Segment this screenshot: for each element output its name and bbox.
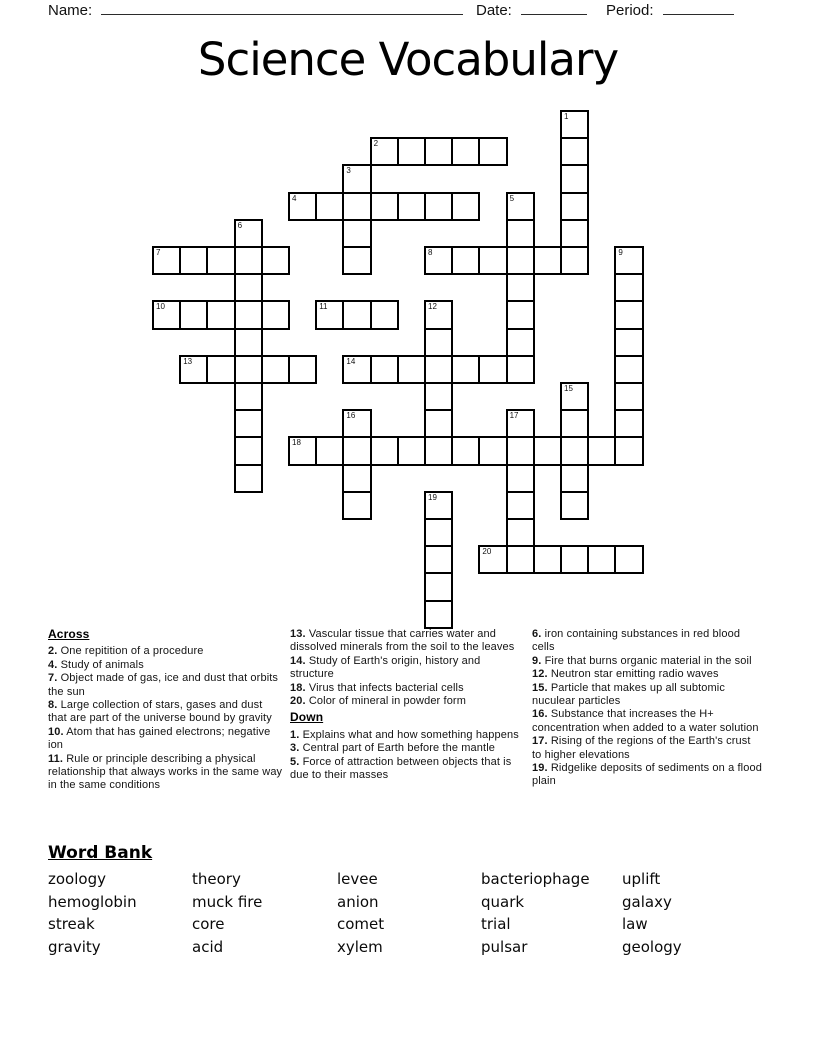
grid-cell[interactable] xyxy=(342,464,371,493)
grid-cell[interactable] xyxy=(560,164,589,193)
word-bank-item: levee xyxy=(337,870,378,888)
clue-number: 18. xyxy=(290,681,306,694)
grid-cell[interactable] xyxy=(506,192,535,221)
date-label: Date: xyxy=(476,2,512,19)
date-field xyxy=(476,1,587,19)
grid-cell[interactable] xyxy=(506,436,535,465)
word-bank-item: muck fire xyxy=(192,892,263,911)
word-bank-list xyxy=(48,868,778,958)
grid-cell[interactable] xyxy=(506,491,535,520)
clue-down-9: 9. Fire that burns organic material in the soil xyxy=(532,654,752,667)
grid-cell[interactable] xyxy=(234,409,263,438)
grid-cell[interactable] xyxy=(206,246,235,275)
grid-cell[interactable] xyxy=(451,192,480,221)
clue-number: 12. xyxy=(532,668,548,681)
clue-across-4: 4. Study of animals xyxy=(48,658,144,671)
grid-cell[interactable] xyxy=(451,246,480,275)
clue-number: 3. xyxy=(290,742,300,755)
grid-cell[interactable] xyxy=(533,436,562,465)
clue-number: 15. xyxy=(532,681,548,694)
clue-number: 20. xyxy=(290,695,306,708)
clue-across-11: 11. Rule or principle describing a physical relationship that always works in the same way in the same conditions xyxy=(48,752,283,792)
clue-number: 17. xyxy=(532,735,548,748)
grid-cell[interactable] xyxy=(506,219,535,248)
grid-cell[interactable] xyxy=(342,192,371,221)
cell-number: 9 xyxy=(618,248,623,257)
grid-cell[interactable] xyxy=(614,545,643,574)
word-bank-item: law xyxy=(622,915,648,934)
grid-cell[interactable] xyxy=(234,464,263,493)
word-bank-item: xylem xyxy=(337,937,383,956)
grid-cell[interactable] xyxy=(152,246,181,275)
clue-down-17: 17. Rising of the regions of the Earth's crust to higher elevations xyxy=(532,735,751,761)
clue-down-5: 5. Force of attraction between objects that is due to their masses xyxy=(290,755,512,782)
grid-cell[interactable] xyxy=(560,192,589,221)
grid-cell[interactable] xyxy=(234,382,263,411)
grid-cell[interactable] xyxy=(424,409,453,438)
grid-cell[interactable] xyxy=(424,518,453,547)
cell-number: 7 xyxy=(156,248,161,257)
header-fields xyxy=(0,1,816,23)
clue-down-16: 16. Substance that increases the H+ concentration when added to a water solution xyxy=(532,708,759,734)
grid-cell[interactable] xyxy=(478,545,507,574)
grid-cell[interactable] xyxy=(234,328,263,357)
grid-cell[interactable] xyxy=(560,464,589,493)
grid-cell[interactable] xyxy=(424,300,453,329)
grid-cell[interactable] xyxy=(506,355,535,384)
cell-number: 18 xyxy=(292,438,301,448)
clue-across-14: 14. Study of Earth's origin, history and structure xyxy=(290,654,481,681)
grid-cell[interactable] xyxy=(288,192,317,221)
clue-down-19: 19. Ridgelike deposits of sediments on a flood plain xyxy=(532,762,762,788)
grid-cell[interactable] xyxy=(342,355,371,384)
clue-down-12: 12. Neutron star emitting radio waves xyxy=(532,668,719,681)
grid-cell[interactable] xyxy=(424,192,453,221)
cell-number: 14 xyxy=(346,356,356,366)
grid-cell[interactable] xyxy=(397,137,426,166)
clue-number: 11. xyxy=(48,752,64,765)
grid-cell[interactable] xyxy=(424,545,453,574)
grid-cell[interactable] xyxy=(424,382,453,411)
grid-cell[interactable] xyxy=(315,300,344,329)
grid-cell[interactable] xyxy=(506,464,535,493)
grid-cell[interactable] xyxy=(234,436,263,465)
grid-cell[interactable] xyxy=(560,545,589,574)
word-bank-item: zoology xyxy=(48,870,106,888)
grid-cell[interactable] xyxy=(342,246,371,275)
grid-cell[interactable] xyxy=(614,409,643,438)
across-heading: Across xyxy=(48,627,90,641)
grid-cell[interactable] xyxy=(560,409,589,438)
cell-number: 12 xyxy=(428,302,437,312)
grid-cell[interactable] xyxy=(560,382,589,411)
page-title: Science Vocabulary xyxy=(197,33,619,86)
word-bank-item: uplift xyxy=(622,870,661,888)
grid-cell[interactable] xyxy=(424,355,453,384)
cell-number: 8 xyxy=(428,248,433,257)
grid-cell[interactable] xyxy=(614,300,643,329)
word-bank-column xyxy=(192,868,337,958)
grid-cell[interactable] xyxy=(478,137,507,166)
grid-cell[interactable] xyxy=(315,192,344,221)
grid-cell[interactable] xyxy=(506,409,535,438)
grid-cell[interactable] xyxy=(179,300,208,329)
cell-number: 16 xyxy=(346,411,356,421)
grid-cell[interactable] xyxy=(370,192,399,221)
grid-cell[interactable] xyxy=(587,436,616,465)
clue-number: 1. xyxy=(290,728,300,741)
grid-cell[interactable] xyxy=(234,300,263,329)
grid-cell[interactable] xyxy=(424,572,453,601)
grid-cell[interactable] xyxy=(614,382,643,411)
grid-cell[interactable] xyxy=(179,355,208,384)
word-bank-item: theory xyxy=(192,870,241,888)
word-bank-item: trial xyxy=(481,915,511,934)
grid-cell[interactable] xyxy=(234,355,263,384)
cell-number: 19 xyxy=(428,492,437,502)
grid-cell[interactable] xyxy=(342,164,371,193)
clue-across-20: 20. Color of mineral in powder form xyxy=(290,695,466,708)
cell-number: 6 xyxy=(237,220,243,230)
grid-cell[interactable] xyxy=(342,219,371,248)
grid-cell[interactable] xyxy=(478,246,507,275)
grid-cell[interactable] xyxy=(506,328,535,357)
cell-number: 15 xyxy=(564,384,573,393)
clue-column-2 xyxy=(290,628,521,782)
grid-cell[interactable] xyxy=(587,545,616,574)
cell-number: 17 xyxy=(509,411,519,421)
grid-cell[interactable] xyxy=(288,355,317,384)
clue-down-3: 3. Central part of Earth before the mantle xyxy=(290,742,495,755)
grid-cell[interactable] xyxy=(152,300,181,329)
grid-cell[interactable] xyxy=(478,355,507,384)
word-bank-column xyxy=(622,868,682,958)
grid-cell[interactable] xyxy=(614,436,643,465)
word-bank-item: anion xyxy=(337,892,379,911)
grid-cell[interactable] xyxy=(533,545,562,574)
period-field xyxy=(606,1,734,19)
word-bank-item: acid xyxy=(192,937,224,956)
word-bank-item: core xyxy=(192,915,225,934)
clue-column-3 xyxy=(532,628,762,789)
grid-cell[interactable] xyxy=(397,192,426,221)
clue-across-8: 8. Large collection of stars, gases and dust that are part of the universe bound by gravity xyxy=(48,699,272,725)
grid-cell[interactable] xyxy=(342,300,371,329)
grid-cell[interactable] xyxy=(614,246,643,275)
word-bank-column xyxy=(481,868,622,958)
grid-cell[interactable] xyxy=(451,355,480,384)
grid-cell[interactable] xyxy=(397,355,426,384)
name-blank-line[interactable] xyxy=(101,1,463,15)
word-bank-item: bacteriophage xyxy=(481,870,590,888)
word-bank-item: streak xyxy=(48,915,95,934)
cell-number: 10 xyxy=(156,302,165,312)
name-field xyxy=(48,1,463,19)
clue-down-6: 6. iron containing substances in red blood cells xyxy=(532,628,741,654)
grid-cell[interactable] xyxy=(342,409,371,438)
cell-number: 20 xyxy=(482,547,492,557)
grid-cell[interactable] xyxy=(506,518,535,547)
clue-number: 10. xyxy=(48,725,64,738)
grid-cell[interactable] xyxy=(424,436,453,465)
clue-across-2: 2. One repitition of a procedure xyxy=(48,645,204,658)
clue-across-13: 13. Vascular tissue that carries water and dissolved minerals from the soil to the leaves xyxy=(290,628,515,654)
grid-cell[interactable] xyxy=(451,137,480,166)
grid-cell[interactable] xyxy=(370,137,399,166)
clue-number: 9. xyxy=(532,654,542,667)
grid-cell[interactable] xyxy=(560,246,589,275)
word-bank-section xyxy=(48,843,778,958)
grid-cell[interactable] xyxy=(342,436,371,465)
name-label: Name: xyxy=(48,2,93,19)
cell-number: 1 xyxy=(564,112,569,121)
word-bank-column xyxy=(337,868,481,958)
grid-cell[interactable] xyxy=(506,246,535,275)
grid-cell[interactable] xyxy=(397,436,426,465)
grid-cell[interactable] xyxy=(234,246,263,275)
grid-cell[interactable] xyxy=(206,355,235,384)
clue-across-10: 10. Atom that has gained electrons; negative ion xyxy=(48,725,271,752)
clue-number: 5. xyxy=(290,755,300,768)
grid-cell[interactable] xyxy=(560,491,589,520)
grid-cell[interactable] xyxy=(560,137,589,166)
grid-cell[interactable] xyxy=(288,436,317,465)
word-bank-item: pulsar xyxy=(481,937,528,956)
grid-cell[interactable] xyxy=(451,436,480,465)
clue-number: 7. xyxy=(48,672,58,685)
grid-cell[interactable] xyxy=(560,219,589,248)
grid-cell[interactable] xyxy=(342,491,371,520)
clue-across-7: 7. Object made of gas, ice and dust that orbits the sun xyxy=(48,672,279,698)
clue-across-18: 18. Virus that infects bacterial cells xyxy=(290,681,464,694)
grid-cell[interactable] xyxy=(424,246,453,275)
cell-number: 13 xyxy=(183,356,193,366)
grid-cell[interactable] xyxy=(506,273,535,302)
cell-number: 2 xyxy=(373,139,379,149)
grid-cell[interactable] xyxy=(179,246,208,275)
period-blank-line[interactable] xyxy=(663,1,734,15)
grid-cell[interactable] xyxy=(234,219,263,248)
clue-number: 8. xyxy=(48,699,58,712)
period-label: Period: xyxy=(606,2,654,19)
grid-cell[interactable] xyxy=(424,137,453,166)
clue-number: 2. xyxy=(48,645,58,658)
cell-number: 11 xyxy=(319,302,328,312)
grid-cell[interactable] xyxy=(560,110,589,139)
clue-number: 16. xyxy=(532,708,548,721)
grid-cell[interactable] xyxy=(261,246,290,275)
grid-cell[interactable] xyxy=(506,545,535,574)
clue-number: 6. xyxy=(532,628,542,640)
clue-number: 13. xyxy=(290,628,306,640)
word-bank-item: gravity xyxy=(48,937,101,956)
grid-cell[interactable] xyxy=(261,300,290,329)
clue-number: 14. xyxy=(290,654,306,667)
cell-number: 3 xyxy=(346,166,351,176)
grid-cell[interactable] xyxy=(560,436,589,465)
down-heading: Down xyxy=(290,710,324,725)
grid-cell[interactable] xyxy=(478,436,507,465)
grid-cell[interactable] xyxy=(614,328,643,357)
word-bank-item: galaxy xyxy=(622,892,672,911)
word-bank-item: quark xyxy=(481,892,525,911)
cell-number: 5 xyxy=(509,193,515,203)
cell-number: 4 xyxy=(292,193,297,203)
grid-cell[interactable] xyxy=(506,300,535,329)
clue-down-1: 1. Explains what and how something happens xyxy=(290,728,519,741)
grid-cell[interactable] xyxy=(206,300,235,329)
grid-cell[interactable] xyxy=(424,328,453,357)
grid-cell[interactable] xyxy=(370,355,399,384)
word-bank-item: comet xyxy=(337,915,385,934)
clue-number: 19. xyxy=(532,762,548,775)
word-bank-column xyxy=(48,868,192,958)
grid-cell[interactable] xyxy=(424,491,453,520)
word-bank-heading: Word Bank xyxy=(48,843,153,863)
grid-cell[interactable] xyxy=(424,600,453,629)
word-bank-item: geology xyxy=(622,937,682,956)
grid-cell[interactable] xyxy=(261,355,290,384)
grid-cell[interactable] xyxy=(614,355,643,384)
grid-cell[interactable] xyxy=(370,300,399,329)
grid-cell[interactable] xyxy=(533,246,562,275)
clue-column-1 xyxy=(48,628,284,793)
grid-cell[interactable] xyxy=(614,273,643,302)
clue-down-15: 15. Particle that makes up all subtomic nuculear particles xyxy=(532,681,725,708)
grid-cell[interactable] xyxy=(315,436,344,465)
grid-cell[interactable] xyxy=(370,436,399,465)
word-bank-item: hemoglobin xyxy=(48,892,137,911)
grid-cell[interactable] xyxy=(234,273,263,302)
clue-number: 4. xyxy=(48,658,58,671)
date-blank-line[interactable] xyxy=(521,1,587,15)
